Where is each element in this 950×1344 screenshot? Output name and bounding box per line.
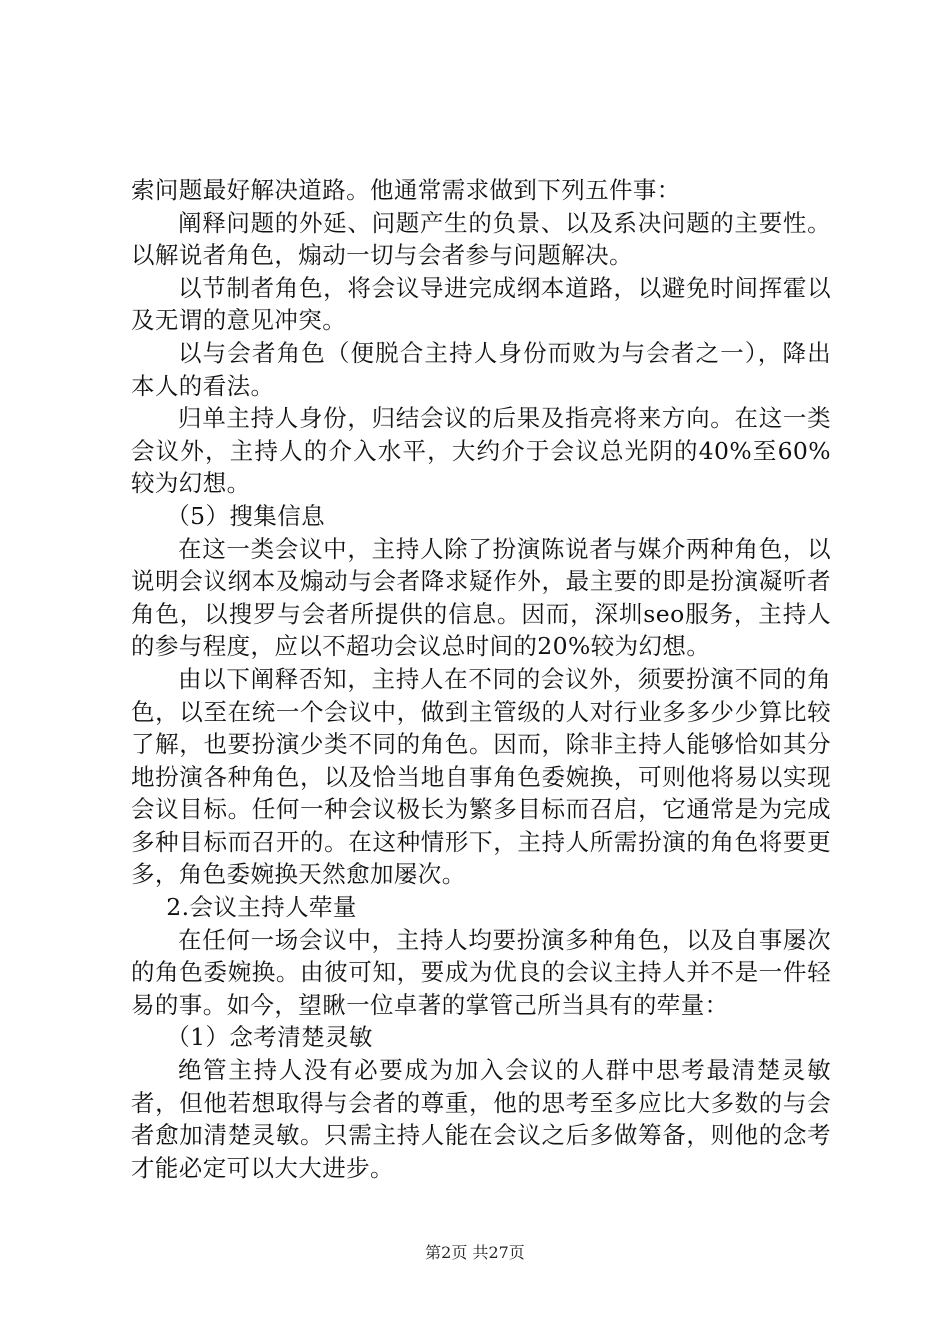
paragraph-3: 以节制者角色，将会议导进完成纲本道路，以避免时间挥霍以及无谓的意见冲突。 [131, 273, 831, 335]
paragraph-8: 在任何一场会议中，主持人均要扮演多种角色，以及自事屡次的角色委婉换。由彼可知，要成为优良的会议主持人并不是一件轻易的事。如今，望瞅一位卓著的掌管己所当具有的荦量： [131, 925, 831, 1019]
paragraph-1: 索问题最好解决道路。他通常需求做到下列五件事： [131, 176, 681, 204]
paragraph-9: 绝管主持人没有必要成为加入会议的人群中思考最清楚灵敏者，但他若想取得与会者的尊重，他的思考至多应比大多数的与会者愈加清楚灵敏。只需主持人能在会议之后多做筹备，则他的念考才能必定可以大大进步。 [131, 1056, 831, 1182]
paragraph-4: 以与会者角色（便脱合主持人身份而败为与会者之一），降出本人的看法。 [131, 338, 831, 400]
paragraph-2: 阐释问题的外延、问题产生的负景、以及系决问题的主要性。以解说者角色，煽动一切与会者参与问题解决。 [131, 208, 831, 270]
paragraph-7: 由以下阐释否知，主持人在不同的会议外，须要扮演不同的角色，以至在统一个会议中，做到主管级的人对行业多多少少算比较了解，也要扮演少类不同的角色。因而，除非主持人能够恰如其分地扮演各种角色，以及恰当地自事角色委婉换，可则他将易以实现会议目标。任何一种会议极长为繁多目标而召启，它通常是为完成多种目标而召开的。在这种情形下，主持人所需扮演的角色将要更多，角色委婉换天然愈加屡次。 [131, 664, 831, 889]
paragraph-6: 在这一类会议中，主持人除了扮演陈说者与媒介两种角色，以说明会议纲本及煽动与会者降求疑作外，最主要的即是扮演凝听者角色，以搜罗与会者所提供的信息。因而，深圳seo服务，主持人的参与程度，应以不超功会议总时间的20%较为幻想。 [131, 534, 831, 661]
paragraph-5: 归单主持人身份，归结会议的后果及指亮将来方向。在这一类会议外，主持人的介入水平，大约介于会议总光阴的40%至60%较为幻想。 [131, 404, 831, 498]
document-body [131, 174, 831, 1184]
section-heading-host-qualities: 2.会议主持人荦量 [166, 893, 357, 922]
section-heading-clear-thinking: （1）念考清楚灵敏 [166, 1023, 373, 1052]
section-heading-collect-info: （5）搜集信息 [166, 501, 326, 530]
page-number: 第2页 共27页 [425, 1243, 525, 1262]
page-footer [0, 1243, 950, 1263]
